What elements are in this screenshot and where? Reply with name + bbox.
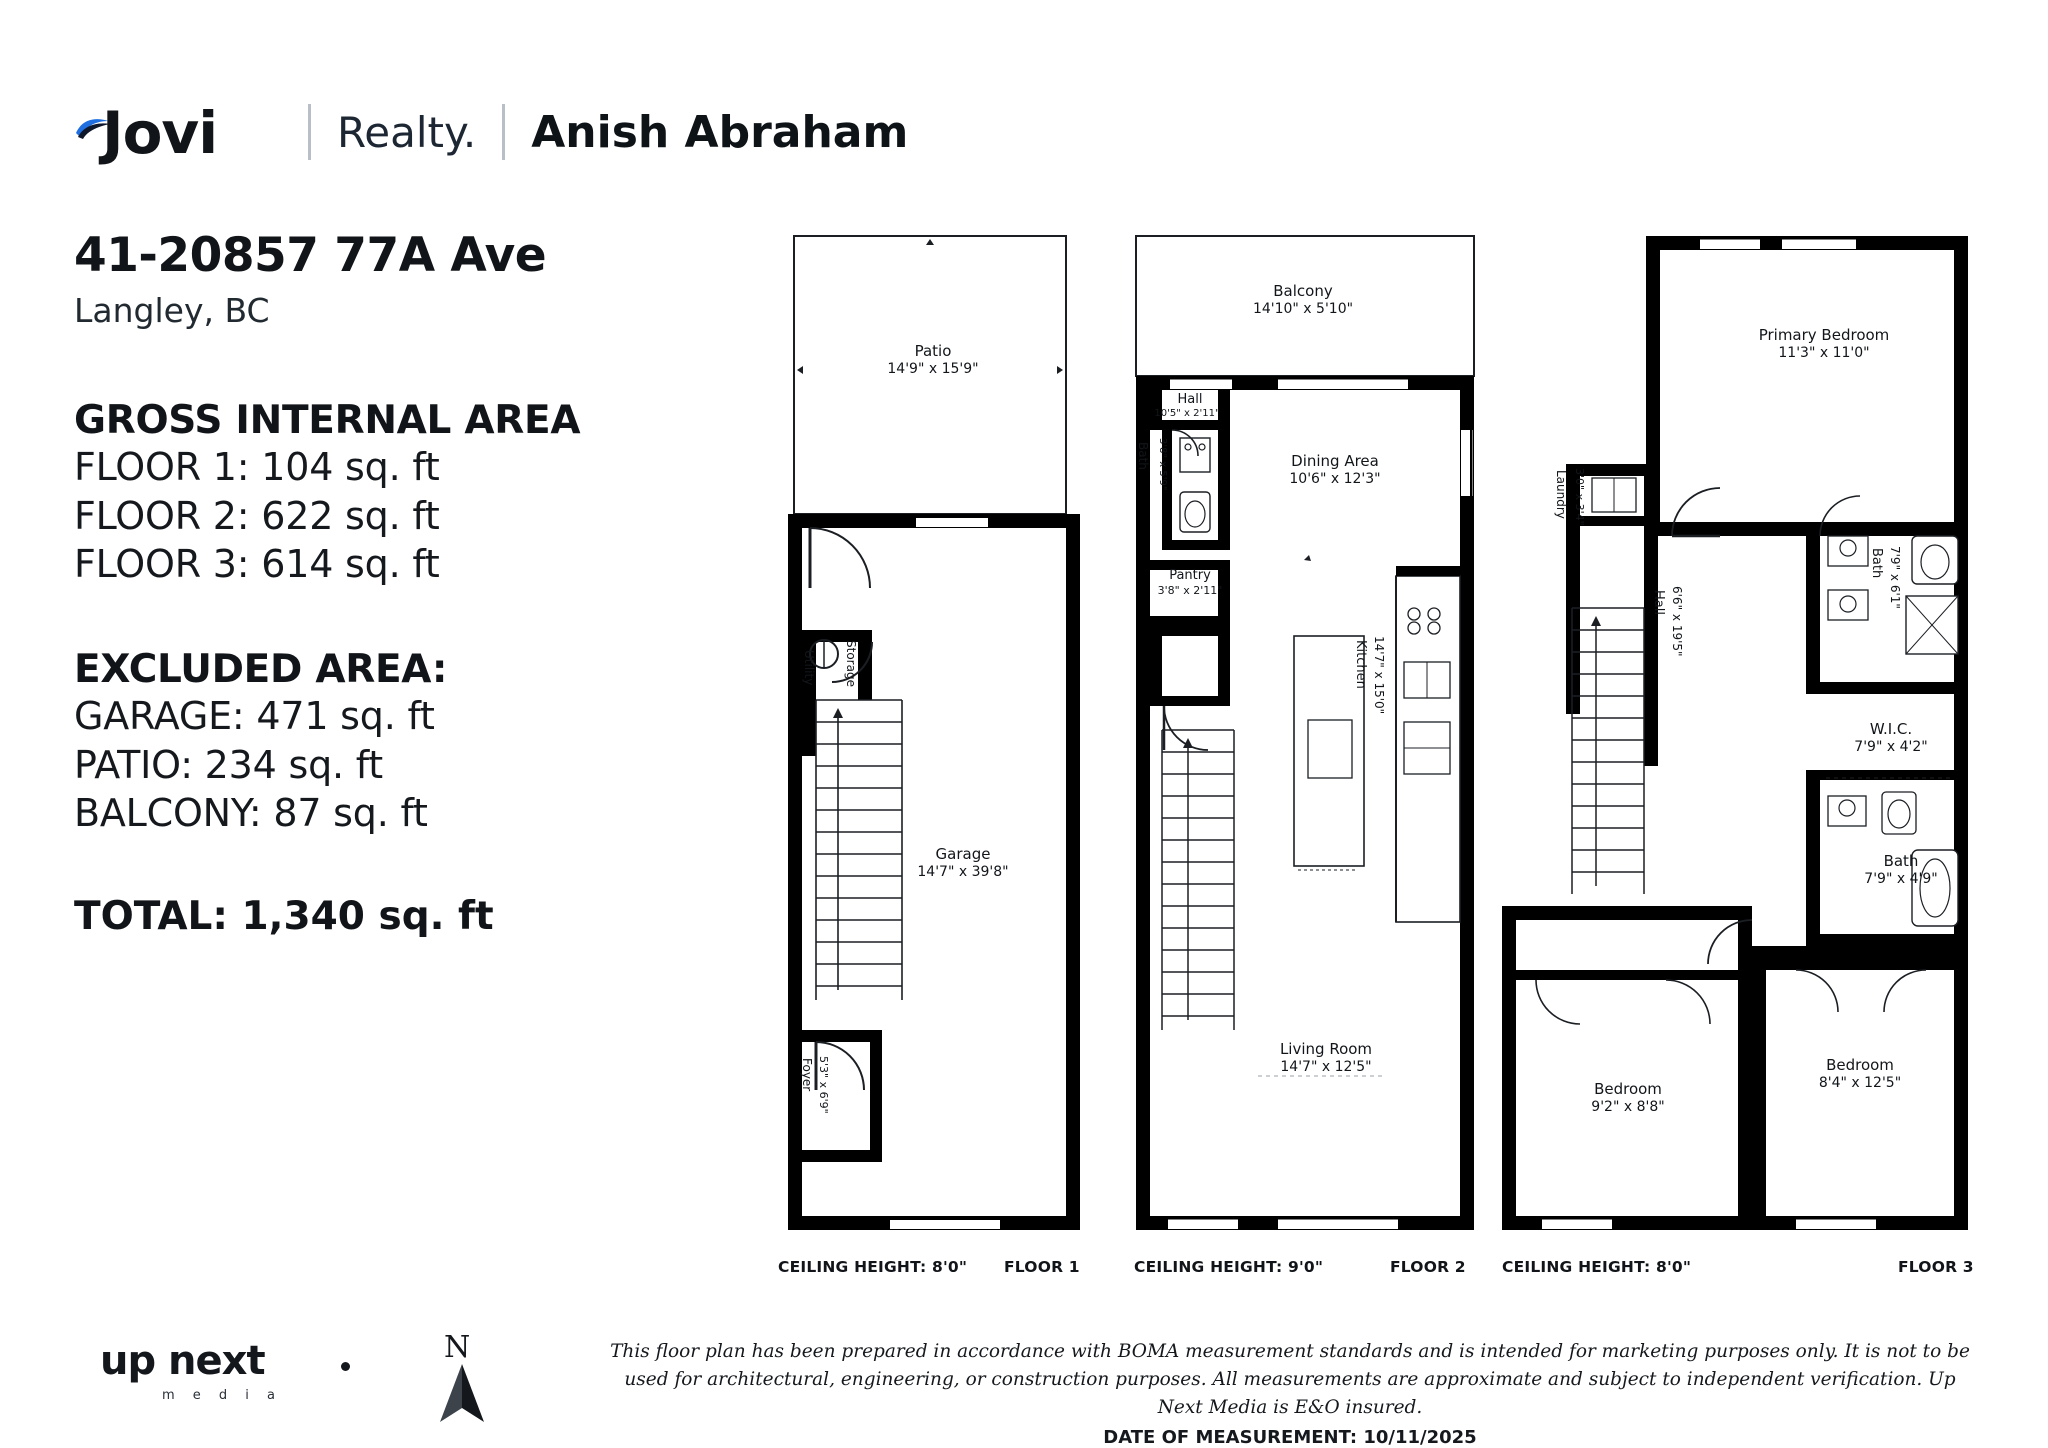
room-living: Living Room 14'7" x 12'5": [1279, 1040, 1373, 1075]
room-kitchen-dim: 14'7" x 15'0": [1372, 636, 1386, 715]
disclaimer-text: This floor plan has been prepared in accordance with BOMA measurement standards and is intended for marketing purposes only. It is not to be used for architectural, engineering, or construction purposes. All measurements are approximate and subject to independent verification. Up Next Media is E&O insured.: [610, 1341, 1970, 1418]
room-kitchen: Kitchen: [1353, 640, 1368, 689]
room-bath-f2-dim: 3'8" x 5'9": [1157, 438, 1168, 491]
agent-name: Anish Abraham: [531, 106, 909, 158]
room-pantry: Pantry: [1169, 568, 1211, 583]
excluded-area-heading: EXCLUDED AREA:: [74, 646, 448, 692]
room-patio: Patio 14'9" x 15'9": [887, 342, 979, 377]
floor-2-caption: FLOOR 2: [1390, 1258, 1466, 1276]
room-laundry: Laundry: [1554, 470, 1568, 519]
room-garage: Garage 14'7" x 39'8": [917, 845, 1009, 880]
upnext-media-logo: [100, 1338, 350, 1403]
room-foyer-dim: 5'3" x 6'9": [817, 1056, 830, 1114]
room-bedroom-3: Bedroom 8'4" x 12'5": [1818, 1056, 1902, 1091]
room-bedroom-2: Bedroom 9'2" x 8'8": [1591, 1080, 1665, 1115]
floor-3-ceiling-height: CEILING HEIGHT: 8'0": [1502, 1258, 1692, 1276]
floor-1-caption: FLOOR 1: [1004, 1258, 1080, 1276]
upnext-wordmark: up next: [100, 1338, 265, 1384]
floor-2-plan: [1128, 230, 1478, 1250]
room-laundry-dim: 3'0" x 3'4": [1573, 468, 1586, 526]
address-line-1: 41-20857 77A Ave: [74, 228, 547, 283]
room-utility: Utility: [802, 650, 816, 686]
north-letter: N: [444, 1330, 471, 1365]
floor-3-caption: FLOOR 3: [1898, 1258, 1974, 1276]
floor-1-ceiling-height: CEILING HEIGHT: 8'0": [778, 1258, 968, 1276]
room-bath-f2: Bath: [1136, 442, 1150, 470]
north-arrow-icon: [440, 1364, 484, 1422]
gross-area-heading: GROSS INTERNAL AREA: [74, 398, 581, 443]
excluded-garage: GARAGE: 471 sq. ft: [74, 693, 435, 738]
gross-area-floor3: FLOOR 3: 614 sq. ft: [74, 542, 440, 587]
excluded-patio: PATIO: 234 sq. ft: [74, 742, 383, 787]
excluded-balcony: BALCONY: 87 sq. ft: [74, 791, 428, 836]
brand-header: [72, 96, 908, 168]
room-bath-upper-dim: 7'9" x 6'1": [1888, 546, 1902, 609]
upnext-subtext: m e d i a: [162, 1388, 283, 1403]
upnext-dot-icon: [341, 1362, 350, 1371]
measurement-date: DATE OF MEASUREMENT: 10/11/2025: [1103, 1427, 1477, 1448]
room-storage: Storage: [844, 640, 858, 687]
realty-label: Realty.: [337, 107, 477, 157]
room-pantry-dim: 3'8" x 2'11": [1157, 584, 1223, 597]
floor-1-plan: [780, 230, 1100, 1250]
gross-area-floor1: FLOOR 1: 104 sq. ft: [74, 445, 440, 489]
room-hall-f2-dim: 10'5" x 2'11": [1154, 408, 1220, 419]
address-line-2: Langley, BC: [74, 291, 270, 330]
excluded-area-block: [74, 647, 714, 838]
disclaimer-block: [600, 1338, 1980, 1448]
room-foyer: Foyer: [800, 1058, 814, 1092]
brand-divider-1: [308, 104, 311, 160]
floor-2-drawing: [1128, 230, 1478, 1250]
room-hall-f2: Hall: [1177, 392, 1203, 407]
gross-internal-area-block: [74, 398, 714, 589]
room-bath-upper: Bath: [1869, 548, 1884, 579]
room-hall-f3-dim: 6'6" x 19'5": [1670, 586, 1684, 657]
jovi-logo: [72, 99, 282, 165]
room-dining-area: Dining Area 10'6" x 12'3": [1289, 452, 1381, 487]
gross-area-floor2: FLOOR 2: 622 sq. ft: [74, 493, 440, 538]
room-hall-f3: Hall: [1651, 590, 1666, 615]
total-area-value: TOTAL: 1,340 sq. ft: [74, 893, 494, 939]
floor-3-plan: [1496, 230, 1976, 1250]
floor-2-ceiling-height: CEILING HEIGHT: 9'0": [1134, 1258, 1324, 1276]
room-balcony: Balcony 14'10" x 5'10": [1252, 282, 1354, 317]
room-wic: W.I.C. 7'9" x 4'2": [1854, 720, 1928, 755]
room-bath-lower: Bath 7'9" x 4'9": [1864, 852, 1938, 887]
total-area-block: [74, 894, 714, 939]
north-arrow-indicator: [432, 1330, 492, 1422]
brand-divider-2: [502, 104, 505, 160]
room-primary-bedroom: Primary Bedroom 11'3" x 11'0": [1758, 326, 1890, 361]
property-info-panel: [74, 228, 714, 939]
logo-wordmark: Jovi: [102, 99, 218, 167]
